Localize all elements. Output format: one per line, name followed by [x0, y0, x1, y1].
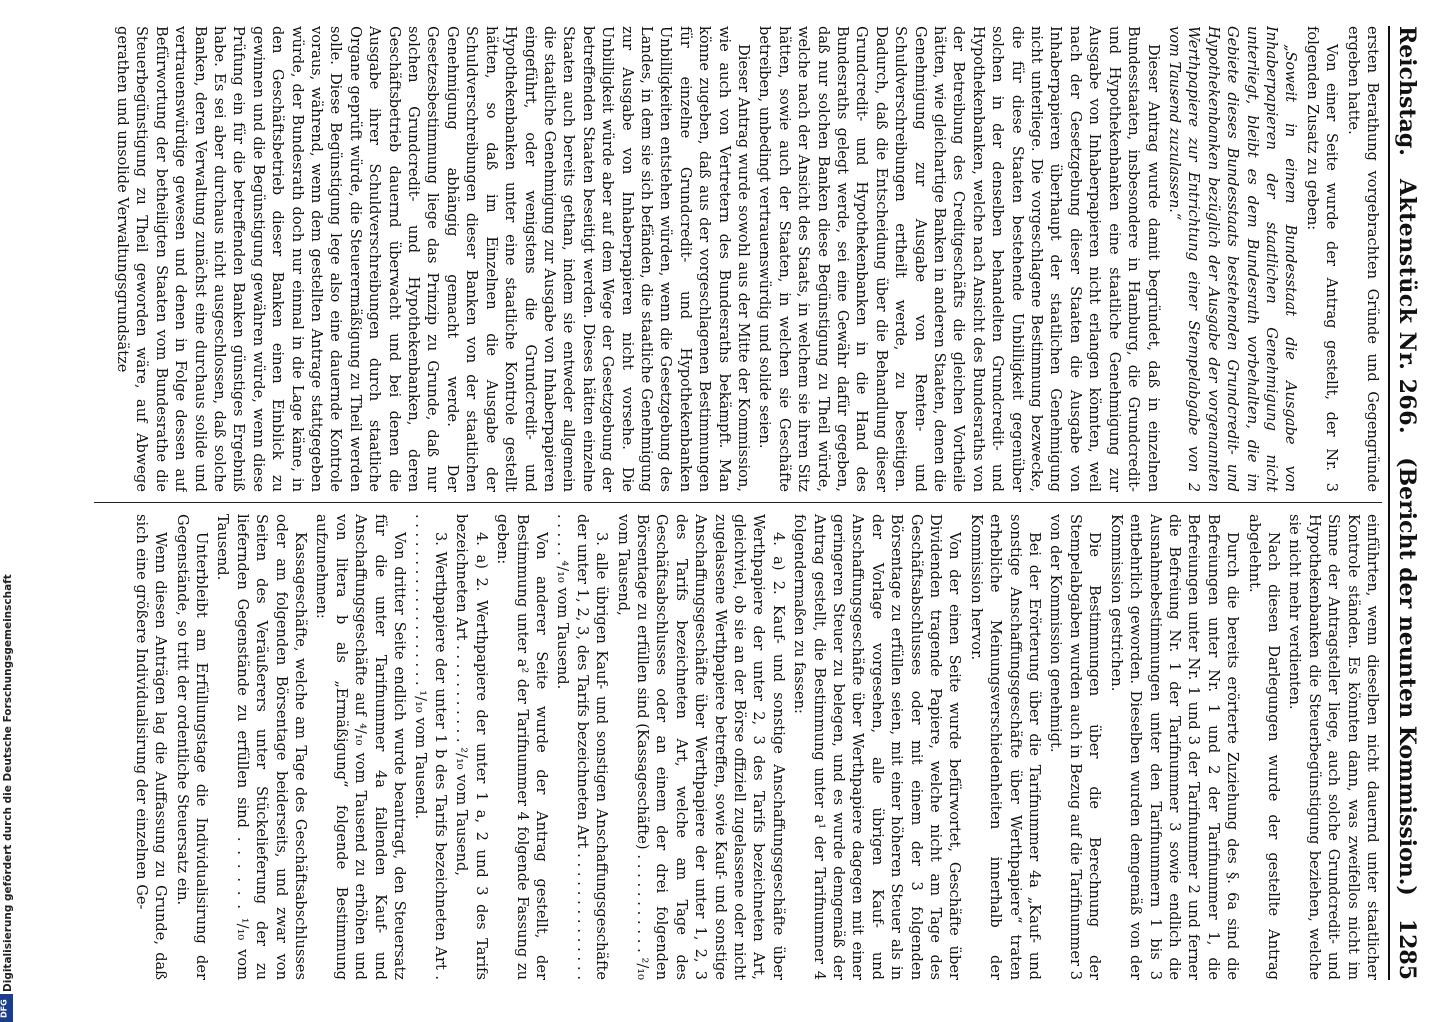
- paragraph: Durch die bereits erörterte Zuziehung des §. 6a sind die Befreiungen unter Nr. 1 und 2 der Tarifnummer 1, die Befreiungen unter Nr. 1 und 3 der Tarifnummer 2 und ferner die Befreiung Nr. 1 der Tarifnummer 3 sowie endlich die Ausnahmebestimmungen unter den Tarifnummern 1 bis 3 entbehrlich geworden. Dieselben wurden demgemäß von der Kommission gestrichen.: [1107, 514, 1242, 980]
- tariff-item: 3. Werthpapiere der unter 1 b des Tarifs bezeichneten Art . . . . . . . . . . . . . . . . . . . . ¹/₁₀ vom Tausend.: [412, 514, 449, 980]
- digitization-sidebar: [0, 540, 14, 1018]
- paragraph: Dieser Antrag wurde damit begründet, daß in einzelnen Bundesstaaten, insbesondere in Hamburg, die Grundcredit- und Hypothekenbanken eine staatliche Genehmigung zur Ausgabe von Inhaberpapieren nicht erlangen könnten, weil nach der Gesetzgebung dieser Staaten die Ausgabe von Inhaberpapieren überhaupt der staatlichen Genehmigung nicht unterliege. Die vorgeschlagene Bestimmung bezwecke, die für diese Staaten bestehende Unbilligkeit gegenüber solchen in der denselben behandelten Grundcredit- und Hypothekenbanken, welche nach Ansicht des Bundesraths von der Betreibung des Creditgeschäfts die gleichen Vortheile hätten, wie gleichartige Banken in anderen Staaten, denen die Genehmigung zur Ausgabe von Renten- und Schuldverschreibungen ertheilt werde, zu beseitigen. Dadurch, daß die Entscheidung über die Behandlung dieser Grundcredit- und Hypothekenbanken in die Hand des Bundesraths gelegt werde, sei eine Gewähr dafür gegeben, daß nur solchen Banken diese Begünstigung zu Theil würde, welche nach der Ansicht des Staats, in welchem sie ihren Sitz hätten, sowie auch der Staaten, in welchen sie Geschäfte betreiben, unbedingt vertrauenswürdig und solide seien.: [756, 26, 1162, 492]
- paragraph: Von anderer Seite wurde der Antrag gestellt, der Bestimmung unter a² der Tarifnummer 4 folgende Fassung zu geben:: [494, 514, 550, 980]
- tariff-item: 4. a) 2. Werthpapiere der unter 1 a, 2 und 3 des Tarifs bezeichneten Art . . . . . . . . . . . ²/₁₀ vom Tausend,: [453, 514, 490, 980]
- paragraph: Nach diesen Darlegungen wurde der gestellte Antrag abgelehnt.: [1245, 514, 1282, 980]
- digitization-credit: Digitalisierung gefördert durch die Deutsche Forschungsgemeinschaft: [2, 574, 14, 992]
- header-center-right: (Bericht der neunten Kommission.): [1394, 457, 1420, 896]
- page-number: 1285: [1394, 918, 1420, 980]
- tariff-item: 4. a) 2. Kauf- und sonstige Anschaffungsgeschäfte über Werthpapiere der unter 2, 3 des Tarifs bezeichneten Art, gleichviel, ob sie an der Börse offiziell zugelassene oder nicht zugelassene Werthpapiere betreffen, sowie Kauf- und sonstige Anschaffungsgeschäfte über Werthpapiere der unter 1, 2, 3 des Tarifs bezeichneten Art, welche am Tage des Geschäftsabschlusses oder an einem der drei folgenden Börsentage zu erfüllen sind (Kassageschäfte) . . . . . . . . . . . ²/₁₀ vom Tausend,: [614, 514, 787, 980]
- paragraph: Dieser Antrag wurde sowohl aus der Mitte der Kommission, wie auch von Vertretern des Bundesraths bekämpft. Man könne zugeben, daß aus der vorgeschlagenen Bestimmungen für einzelne Grundcredit- und Hypothekenbanken Unbilligkeiten entstehen würden, wenn die Gesetzgebung des Landes, in dem sie sich befänden, die staatliche Genehmigung zur Ausgabe von Inhaberpapieren nicht vorsehe. Die Unbilligkeit würde aber auf dem Wege der Gesetzgebung der betreffenden Staaten beseitigt werden. Dieses hätten einzelne Staaten auch bereits gethan, indem sie entweder allgemein die staatliche Genehmigung zur Ausgabe von Inhaberpapieren eingeführt, oder wenigstens die Grundcredit- und Hypothekenbanken unter eine staatliche Kontrole gestellt hätten, so daß im Einzelnen die Ausgabe der Schuldverschreibungen dieser Banken von der staatlichen Genehmigung abhängig gemacht werde. Der Gesetzesbestimmung liege das Prinzip zu Grunde, daß nur solchen Grundcredit- und Hypothekenbanken, deren Geschäftsbetrieb dauernd überwacht und bei denen die Ausgabe ihrer Schuldverschreibungen durch staatliche Organe geprüft würde, die Steuerermäßigung zu Theil werden solle. Diese Begünstigung lege also eine dauernde Kontrole voraus, während, wenn dem gestellten Antrage stattgegeben würde, der Bundesrath doch nur einmal in die Lage käme, in den Geschäftsbetrieb dieser Banken einen Einblick zu gewinnen und die Begünstigung gewähren würde, wenn diese Prüfung ein für die betreffenden Banken günstiges Ergebniß habe. Es sei aber durchaus nicht ausgeschlossen, daß solche Banken, deren Verwaltung zunächst eine durchaus solide und vertrauenswürdige gewesen und denen in Folge dessen auf Befürwortung der betheiligten Staaten vom Bundesrathe die Steuerbegünstigung zu Theil geworden wäre, auf Abwege gerathen und unsolide Verwaltungsgrundsätze: [114, 26, 752, 492]
- running-header: [1390, 26, 1424, 980]
- paragraph: Wenn diesen Anträgen lag die Auffassung zu Grunde, daß sich eine größere Individualisirung der einzelnen Ge-: [132, 514, 170, 980]
- header-left: Reichstag.: [1394, 26, 1420, 156]
- paragraph: Unterbleibt am Erfüllungstage die Individualisirung der Gegenstände, so tritt der ordentliche Steuersatz ein.: [173, 514, 211, 980]
- svg-text:DFG: DFG: [0, 999, 9, 1018]
- header-rule: [1388, 26, 1390, 980]
- header-center: Aktenstück Nr. 266.: [1394, 178, 1420, 435]
- paragraph: Von einer Seite wurde der Antrag gestellt, der Nr. 3 folgenden Zusatz zu geben:: [1303, 26, 1341, 492]
- paragraph: Die Bestimmungen über die Berechnung der Stempelabgaben wurden auch in Bezug auf die Tarifnummer 3 von der Kommission genehmigt.: [1047, 514, 1104, 980]
- column-divider: [94, 502, 1382, 503]
- quoted-proposal: „Soweit in einem Bundesstaat die Ausgabe von Inhaberpapieren der staatlichen Genehmigung nicht unterliegt, bleibt es dem Bundesrath vorbehalten, die im Gebiete dieses Bundesstaats bestehenden Grundcredit- und Hypothekenbanken bezüglich der Ausgabe der vorgenannten Werthpapiere zur Entrichtung einer Stempelabgabe von 2 vom Tausend zuzulassen.“: [1165, 26, 1300, 492]
- rotated-page: [86, 8, 1426, 998]
- paragraph: ersten Berathung vorgebrachten Gründe und Gegengründe ergeben hatte.: [1344, 26, 1381, 492]
- paragraph: Von dritter Seite endlich wurde beantragt, den Steuersatz für die unter Tarifnummer 4a fallenden Kauf- und Anschaffungsgeschäfte auf ⁴/₁₀ vom Tausend zu erhöhen und von litera b als „Ermäßigung“ folgende Bestimmung aufzunehmen:: [313, 514, 409, 980]
- paragraph: Von der einen Seite wurde befürwortet, Geschäfte über Dividenden tragende Papiere, welche nicht am Tage des Geschäftsabschlusses oder mit einem der 3 folgenden Börsentage zu erfüllen seien, mit einer höheren Steuer als in der Vorlage vorgesehen, alle übrigen Kauf- und Anschaffungsgeschäfte über Werthpapiere dagegen mit einer geringeren Steuer zu belegen, und es wurde demgemäß der Antrag gestellt, die Bestimmung unter a¹ der Tarifnummer 4 folgendermaßen zu fassen:: [791, 514, 964, 980]
- left-column: [94, 26, 1382, 492]
- tariff-item: Kassageschäfte, welche am Tage des Geschäftsabschlusses oder am folgenden Börsentage beiderseits, und zwar von Seiten des Veräußerers unter Stückelieferung der zu liefernden Gegenstände zu erfüllen sind . . . . . . ¹/₁₀ vom Tausend.: [214, 514, 310, 980]
- tariff-item: 3. alle übrigen Kauf- und sonstigen Anschaffungsgeschäfte der unter 1, 2, 3, des Tarifs bezeichneten Art . . . . . . . . . . . . . . . . . . . ⁴/₁₀ vom Tausend.: [554, 514, 611, 980]
- paragraph: Bei der Erörterung über die Tarifnummer 4a „Kauf- und sonstige Anschaffungsgeschäfte über Werthpapiere“ traten erhebliche Meinungsverschiedenheiten innerhalb der Kommission hervor.: [967, 514, 1044, 980]
- paragraph: einführten, wenn dieselben nicht dauernd unter staatlicher Kontrole ständen. Es könnten dann, was zweifellos nicht im Sinne der Antragsteller liege, auch solche Grundcredit- und Hypothekenbanken die Steuerbegünstigung beziehen, welche sie nicht mehr verdienten.: [1286, 514, 1381, 980]
- dfg-logo-icon: [0, 994, 13, 1022]
- right-column: [94, 514, 1382, 980]
